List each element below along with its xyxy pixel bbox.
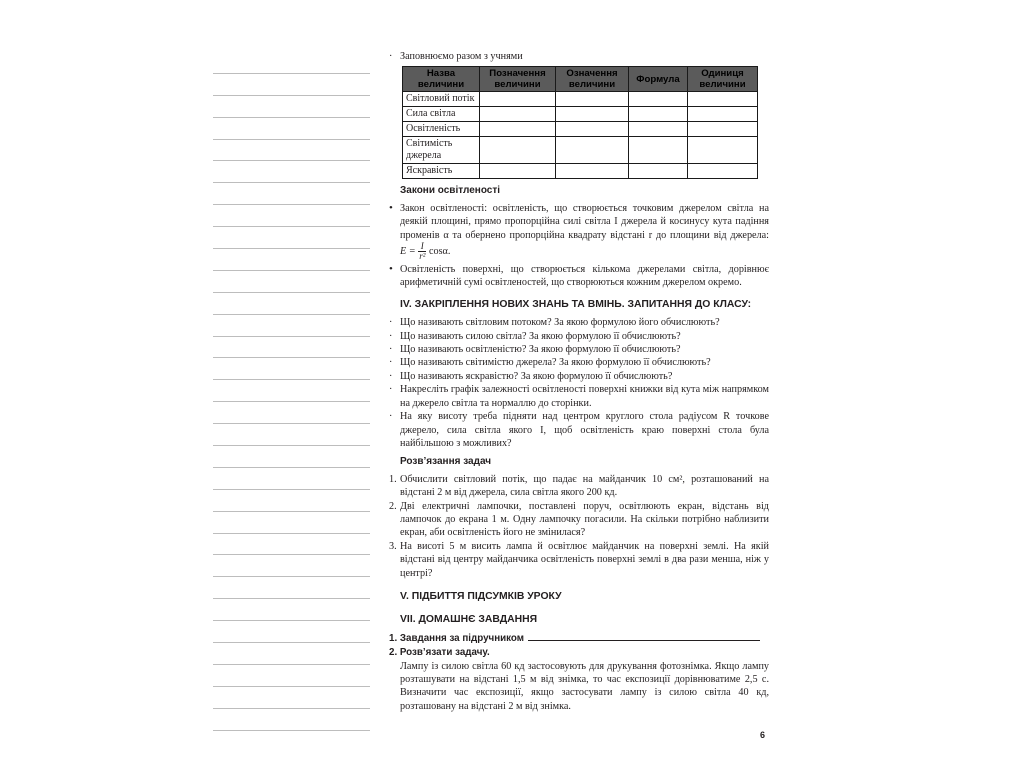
note-line[interactable] [213,96,370,118]
problems-list [389,473,769,580]
homework-task-text: Лампу із силою світла 60 кд застосовують для друкування фотознімка. Якщо лампу розташувати на відстані 1,5 м від знімка, то час експозиції дорівнюватиме 2,5 с. Визначити час експозиції, якщо застосувати лампу із силою світла 40 кд, розташовану на відстані 2 м від знімка. [400,660,769,712]
note-line[interactable] [213,205,370,227]
question-item [389,410,769,450]
blank-cell[interactable] [480,92,556,107]
note-line[interactable] [213,293,370,315]
blank-cell[interactable] [629,164,688,179]
question-item [389,356,769,369]
note-line[interactable] [213,555,370,577]
blank-cell[interactable] [688,92,758,107]
problem-item [389,500,769,540]
note-line[interactable] [213,687,370,709]
note-line[interactable] [213,315,370,337]
question-item [389,383,769,410]
table-row [403,122,758,137]
question-text: На яку висоту треба підняти над центром круглого стола радіусом R точкове джерело, сила світла якого I, щоб освітленість краю поверхні стола була найбільшою з можливих? [400,411,769,449]
bullet-marker: · [389,384,393,396]
page-content [389,50,769,713]
blank-cell[interactable] [556,164,629,179]
question-item [389,343,769,356]
intro-text: Заповнюємо разом з учнями [400,51,523,62]
note-line[interactable] [213,74,370,96]
blank-cell[interactable] [688,137,758,164]
bullet-marker: • [389,201,393,214]
bullet-marker: · [389,51,393,62]
bullet-marker: · [389,411,393,423]
illuminance-formula [400,242,450,261]
bullet-marker: • [389,263,393,276]
note-line[interactable] [213,621,370,643]
law-1 [389,202,769,261]
formula-tail: cosα. [428,245,451,257]
note-line[interactable] [213,665,370,687]
homework-item-1 [389,632,769,645]
note-line[interactable] [213,577,370,599]
question-item [389,370,769,383]
section-7-title: VII. ДОМАШНЄ ЗАВДАННЯ [400,614,538,626]
note-line[interactable] [213,468,370,490]
page-number: 6 [760,730,766,740]
table-header-cell: Означення величини [556,67,629,92]
note-line[interactable] [213,140,370,162]
law-1-text: Закон освітленості: освітленість, що створюється точковим джерелом світла на деякій площині, прямо пропорційна силі світла I джерела й косинусу кута падіння променів α та обернено пропорційна квадрату відстані r до площини від джерела: [400,202,769,241]
blank-cell[interactable] [556,107,629,122]
question-item [389,316,769,329]
note-line[interactable] [213,161,370,183]
note-line[interactable] [213,271,370,293]
blank-cell[interactable] [629,137,688,164]
table-body [403,92,758,179]
intro-bullet [389,50,769,63]
question-text: Що називають силою світла? За якою формулою її обчислюють? [400,330,681,342]
problem-item [389,473,769,500]
note-line[interactable] [213,446,370,468]
quantity-name-cell: Світимість джерела [403,137,480,164]
blank-cell[interactable] [556,92,629,107]
problem-number: 2. [389,500,397,512]
table-row [403,107,758,122]
problem-item [389,540,769,580]
section-4-title: IV. ЗАКРІПЛЕННЯ НОВИХ ЗНАНЬ ТА ВМІНЬ. ЗАПИТАННЯ ДО КЛАСУ: [400,298,752,310]
problem-number: 1. [389,473,397,485]
formula-numerator: I [418,242,426,252]
bullet-marker: · [389,370,393,382]
note-line[interactable] [213,512,370,534]
table-header-cell: Назва величини [403,67,480,92]
problems-heading: Розв’язання задач [400,456,492,468]
bullet-marker: · [389,344,393,356]
note-line[interactable] [213,52,370,74]
blank-cell[interactable] [629,92,688,107]
bullet-marker: · [389,357,393,369]
quantity-name-cell: Сила світла [403,107,480,122]
questions-list [389,316,769,450]
answer-line[interactable] [528,632,760,641]
table-row [403,92,758,107]
question-text: Накресліть графік залежності освітленості поверхні книжки від кута між напрямком на джерело світла та нормаллю до сторінки. [400,384,769,409]
problem-text: Обчислити світловий потік, що падає на майданчик 10 см², розташований на відстані 2 м від джерела, сила світла якого 200 кд. [400,473,769,499]
note-line[interactable] [213,118,370,140]
note-line[interactable] [213,249,370,271]
table-header-row [403,67,758,92]
homework-item-2: 2. Розв’язати задачу. [389,647,490,659]
question-item [389,330,769,343]
table-header-cell: Формула [629,67,688,92]
formula-lhs: E = [400,245,416,257]
laws-heading: Закони освітленості [400,185,501,197]
law-2-text: Освітленість поверхні, що створюється кількома джерелами світла, дорівнює арифметичній сумі освітленостей, що створюються кожним джерелом окремо. [400,264,769,289]
note-line[interactable] [213,380,370,402]
note-line[interactable] [213,227,370,249]
problem-text: Дві електричні лампочки, поставлені поруч, освітлюють екран, відстань від лампочок до екрана 1 м. Одну лампочку погасили. На скільки потрібно наблизити екран, аби освітленість його не змінилася? [400,500,769,539]
note-line[interactable] [213,534,370,556]
blank-cell[interactable] [629,107,688,122]
blank-cell[interactable] [480,122,556,137]
blank-cell[interactable] [688,122,758,137]
blank-cell[interactable] [480,137,556,164]
blank-cell[interactable] [688,107,758,122]
question-text: Що називають світимістю джерела? За якою формулою її обчислюють? [400,357,711,369]
blank-cell[interactable] [480,164,556,179]
quantity-name-cell: Світловий потік [403,92,480,107]
note-line[interactable] [213,643,370,665]
table-row [403,137,758,164]
quantity-name-cell: Освітленість [403,122,480,137]
formula-denominator: r² [419,251,426,262]
law-2 [389,263,769,290]
blank-cell[interactable] [480,107,556,122]
question-text: Що називають освітленістю? За якою формулою її обчислюють? [400,344,681,356]
notes-column [213,52,370,731]
blank-cell[interactable] [556,122,629,137]
note-line[interactable] [213,358,370,380]
note-line[interactable] [213,599,370,621]
note-line[interactable] [213,402,370,424]
blank-cell[interactable] [556,137,629,164]
bullet-marker: · [389,330,393,342]
question-text: Що називають яскравістю? За якою формулою її обчислюють? [400,370,673,382]
table-header-cell: Одиниця величини [688,67,758,92]
table-row [403,164,758,179]
note-line[interactable] [213,337,370,359]
blank-cell[interactable] [688,164,758,179]
formula-fraction [418,242,426,261]
blank-cell[interactable] [629,122,688,137]
note-line[interactable] [213,424,370,446]
bullet-marker: · [389,317,393,329]
section-5-title: V. ПІДБИТТЯ ПІДСУМКІВ УРОКУ [400,590,562,602]
note-line[interactable] [213,490,370,512]
note-line[interactable] [213,183,370,205]
table-header-cell: Позначення величини [480,67,556,92]
quantities-table [402,66,758,179]
problem-text: На висоті 5 м висить лампа й освітлює майданчик на поверхні землі. На якій відстані від центру майданчика освітленість поверхні землі в два рази менша, ніж у центрі? [400,540,769,579]
problem-number: 3. [389,540,397,552]
question-text: Що називають світловим потоком? За якою формулою його обчислюють? [400,317,720,329]
homework-item-1-label: 1. Завдання за підручником [389,632,525,644]
note-line[interactable] [213,709,370,731]
quantity-name-cell: Яскравість [403,164,480,179]
